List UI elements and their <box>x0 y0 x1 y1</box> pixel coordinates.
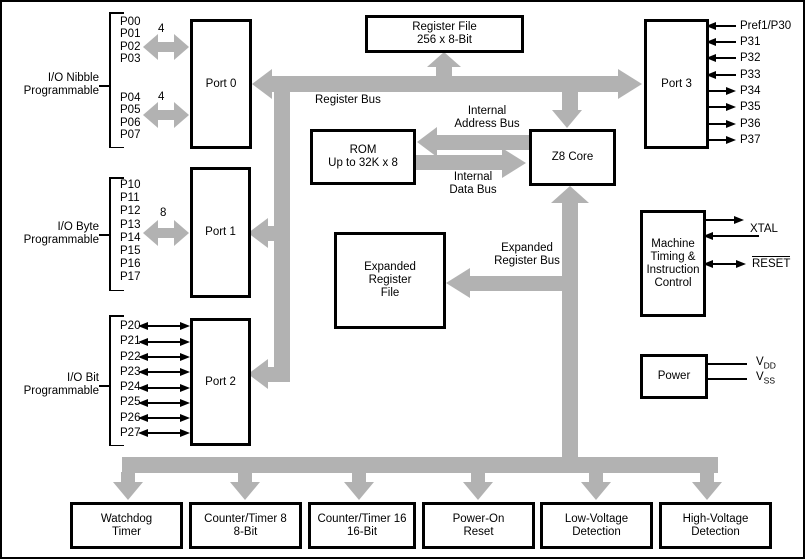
internal-data-bus-shaft <box>416 155 504 170</box>
port2-bracket-bottom-tick <box>109 445 124 447</box>
machine-timing-line4: Control <box>654 276 692 289</box>
register-bus-arrow-into-port0-icon <box>252 69 272 99</box>
port3-pin3-label: P32 <box>740 52 761 64</box>
reset-line <box>711 263 737 265</box>
port3-pin7-arrow-icon <box>726 120 736 128</box>
port2-pin-arrow-left-7-icon <box>138 414 148 422</box>
lvd-line1: Low-Voltage <box>564 512 629 525</box>
counter-timer16-box <box>308 502 416 549</box>
xtal-in-line <box>711 235 759 237</box>
vdd-line <box>705 363 747 365</box>
port3-pin2-label: P31 <box>740 36 761 48</box>
ct16-line2: 16-Bit <box>346 525 378 538</box>
port3-pin8-label: P37 <box>740 134 761 146</box>
watchdog-line1: Watchdog <box>100 512 153 525</box>
z8-core-label: Z8 Core <box>551 151 594 163</box>
internal-data-bus-label: Internal Data Bus <box>449 171 497 196</box>
port2-pin-arrow-right-5-icon <box>180 384 190 392</box>
port1-label-connector <box>99 234 109 236</box>
port3-pin8-arrow-icon <box>726 136 736 144</box>
port1-bracket <box>109 177 111 291</box>
vss-line <box>705 378 747 380</box>
port2-pin-arrow-right-4-icon <box>180 368 190 376</box>
io-nibble-label: I/O Nibble Programmable <box>23 72 99 97</box>
counter-timer8-box <box>189 502 302 549</box>
z8-core-top-branch-arrow-icon <box>552 110 582 128</box>
port0-nibble-a-arrow-right-icon <box>174 34 189 60</box>
port2-pin-arrow-left-1-icon <box>138 322 148 330</box>
watchdog-timer-box <box>70 502 183 549</box>
port2-pin-arrow-line-6 <box>147 402 181 404</box>
port3-pin5-line <box>706 90 728 92</box>
hvd-line1: High-Voltage <box>682 512 749 525</box>
port3-pin4-label: P33 <box>740 69 761 81</box>
por-line2: Reset <box>463 525 494 538</box>
power-on-reset-box <box>422 502 535 549</box>
register-file-label-line1: Register File <box>412 21 477 33</box>
port3-pin6-line <box>706 106 728 108</box>
port3-pin8-line <box>706 139 728 141</box>
port3-pin5-label: P34 <box>740 85 761 97</box>
watchdog-line2: Timer <box>112 525 141 538</box>
port2-pin-arrow-right-3-icon <box>180 353 190 361</box>
port3-pin7-label: P36 <box>740 118 761 130</box>
port2-pin-arrow-left-4-icon <box>138 368 148 376</box>
hvd-line2: Detection <box>691 525 740 538</box>
register-file-label-line2: 256 x 8-Bit <box>417 34 472 46</box>
port0-label-connector <box>99 85 109 87</box>
machine-timing-line1: Machine <box>651 237 695 250</box>
port2-pin-arrow-left-3-icon <box>138 353 148 361</box>
expanded-register-bus-arrow-icon <box>446 268 470 298</box>
port3-label: Port 3 <box>661 77 692 90</box>
ct16-line1: Counter/Timer 16 <box>317 512 407 525</box>
reset-label: RESET <box>752 257 791 270</box>
port3-pin6-label: P35 <box>740 101 761 113</box>
port1-byte-arrow-left-icon <box>143 220 158 246</box>
port2-pin-arrow-line-7 <box>147 417 181 419</box>
port2-pin-arrow-right-2-icon <box>180 338 190 346</box>
bottom-bus-bar <box>122 457 718 473</box>
port3-pin4-line <box>714 74 736 76</box>
port0-pins-upper: P00 P01 P02 P03 <box>120 16 141 65</box>
port2-pin-arrow-line-2 <box>147 341 181 343</box>
rom-label-line2: Up to 32K x 8 <box>328 157 398 169</box>
bottom-branch-arrow-6-icon <box>692 482 722 500</box>
erf-label-line3: File <box>380 287 400 299</box>
low-voltage-detection-box <box>540 502 653 549</box>
bottom-branch-arrow-3-icon <box>344 482 374 500</box>
expanded-register-bus-shaft <box>468 276 568 291</box>
port2-pin-arrow-line-4 <box>147 371 181 373</box>
port0-width-a: 4 <box>158 23 165 35</box>
ct8-line2: 8-Bit <box>233 525 258 538</box>
bottom-branch-arrow-5-icon <box>581 482 611 500</box>
port3-pin7-line <box>706 123 728 125</box>
xtal-out-arrow-icon <box>734 216 744 224</box>
io-bit-label: I/O Bit Programmable <box>23 372 99 397</box>
vss-label: $V_{SS}$ <box>756 371 776 386</box>
port2-pin-arrow-left-5-icon <box>138 384 148 392</box>
port0-bracket-bottom-tick <box>109 147 124 149</box>
xtal-label: XTAL <box>750 223 778 235</box>
power-label: Power <box>657 370 691 382</box>
port1-branch-arrow-icon <box>248 218 268 248</box>
port3-box <box>644 19 709 149</box>
port1-box <box>190 167 251 298</box>
port3-pin2-line <box>714 41 736 43</box>
bottom-branch-arrow-4-icon <box>463 482 493 500</box>
port0-width-b: 4 <box>158 91 165 103</box>
machine-timing-box <box>640 210 706 317</box>
rom-label-line1: ROM <box>349 144 377 156</box>
xtal-out-line <box>703 219 735 221</box>
reset-arrow-right-icon <box>736 260 746 268</box>
ct8-line1: Counter/Timer 8 <box>204 512 287 525</box>
port2-pin-arrow-right-8-icon <box>180 429 190 437</box>
erf-label-line1: Expanded <box>364 261 416 273</box>
port2-bracket <box>109 315 111 446</box>
register-bus-label: Register Bus <box>315 94 381 106</box>
port3-pin1-label: Pref1/P30 <box>740 20 792 32</box>
port1-byte-arrow-right-icon <box>174 220 189 246</box>
port1-label: Port 1 <box>205 226 236 238</box>
por-line1: Power-On <box>452 512 505 525</box>
port0-nibble-b-arrow-left-icon <box>143 102 158 128</box>
erf-label-line2: Register <box>368 274 412 286</box>
port0-nibble-a-arrow-left-icon <box>143 34 158 60</box>
port1-pins: P10 P11 P12 P13 P14 P15 P16 P17 <box>120 179 141 284</box>
port2-pin-arrow-right-7-icon <box>180 414 190 422</box>
port1-width: 8 <box>160 207 167 219</box>
port2-label: Port 2 <box>205 375 236 388</box>
port3-pin3-line <box>714 57 736 59</box>
port2-pins: P20 P21 P22 P23 P24 P25 P26 P27 <box>120 320 141 440</box>
port0-pins-lower: P04 P05 P06 P07 <box>120 92 141 141</box>
port2-pin-arrow-right-6-icon <box>180 399 190 407</box>
port3-pin6-arrow-icon <box>726 103 736 111</box>
port0-bracket-top-tick <box>109 12 124 14</box>
port2-pin-arrow-line-1 <box>147 325 181 327</box>
vdd-label: $V_{DD}$ <box>756 356 776 371</box>
machine-timing-line2: Timing & <box>650 250 696 263</box>
expanded-register-bus-label: Expanded Register Bus <box>494 242 560 267</box>
bottom-branch-arrow-2-icon <box>230 482 260 500</box>
port3-pin5-arrow-icon <box>726 87 736 95</box>
port2-pin-arrow-line-5 <box>147 387 181 389</box>
lvd-line2: Detection <box>572 525 621 538</box>
register-file-branch-arrow-icon <box>427 52 461 67</box>
z8-core-bottom-bus <box>562 198 578 457</box>
register-file-box <box>365 15 524 53</box>
z8-core-box <box>529 129 616 186</box>
internal-address-bus-label: Internal Address Bus <box>454 105 520 130</box>
expanded-register-file-box <box>334 232 446 329</box>
port0-bracket <box>109 12 111 148</box>
bottom-branch-arrow-1-icon <box>113 482 143 500</box>
io-byte-label: I/O Byte Programmable <box>23 221 99 246</box>
port2-pin-arrow-line-8 <box>147 432 181 434</box>
port0-nibble-b-arrow-right-icon <box>174 102 189 128</box>
port3-pin1-line <box>714 25 736 27</box>
port2-pin-arrow-line-3 <box>147 356 181 358</box>
register-bus-arrow-into-port3-icon <box>618 69 642 99</box>
port2-pin-arrow-right-1-icon <box>180 322 190 330</box>
port2-bracket-top-tick <box>109 315 124 317</box>
port2-pin-arrow-left-6-icon <box>138 399 148 407</box>
z8-core-bottom-arrow-icon <box>551 186 589 203</box>
port2-label-connector <box>99 385 109 387</box>
power-box <box>640 354 708 399</box>
port2-box <box>190 318 251 446</box>
port2-pin-arrow-left-8-icon <box>138 429 148 437</box>
rom-box <box>310 129 416 185</box>
port0-box <box>190 19 252 149</box>
machine-timing-line3: Instruction <box>646 263 700 276</box>
port0-label: Port 0 <box>205 77 237 90</box>
internal-address-bus-arrow-icon <box>417 127 437 157</box>
port2-branch-arrow-icon <box>248 359 268 389</box>
z8-core-top-branch-shaft <box>562 90 578 112</box>
port1-bracket-bottom-tick <box>109 290 124 292</box>
port2-pin-arrow-left-2-icon <box>138 338 148 346</box>
high-voltage-detection-box <box>659 502 772 549</box>
